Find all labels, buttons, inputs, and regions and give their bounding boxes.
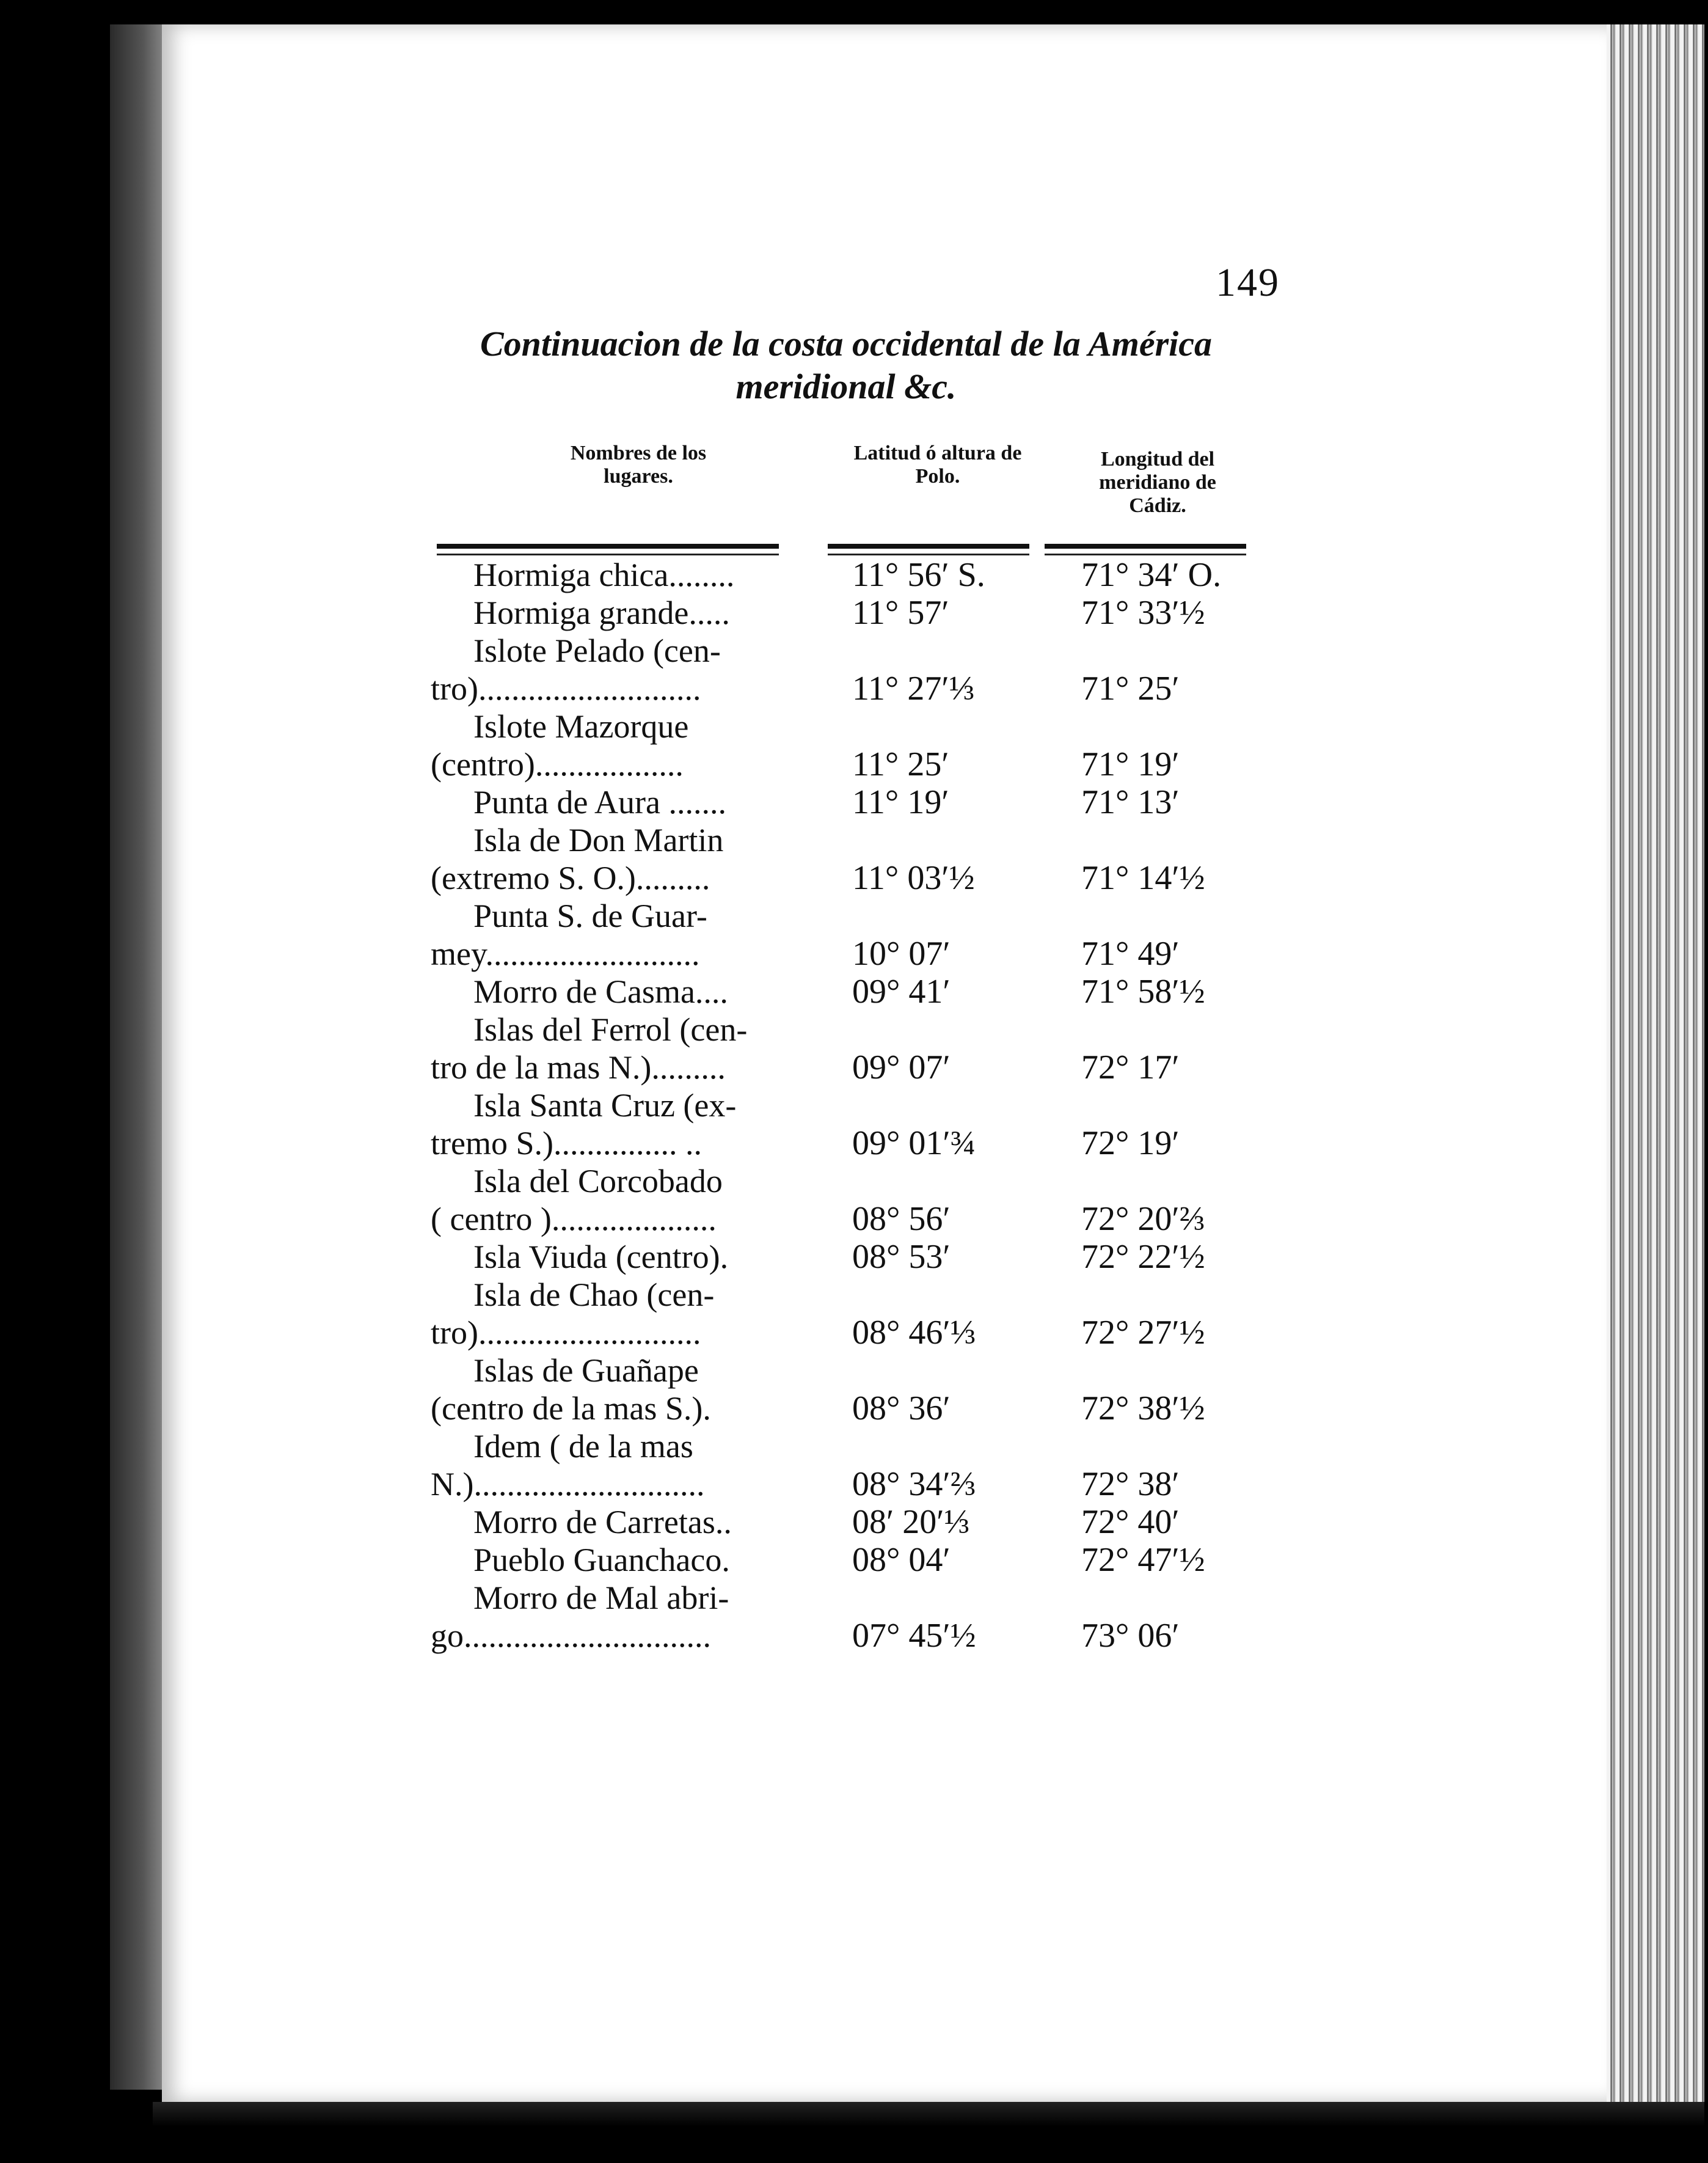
place-name-line: (centro).................. <box>431 746 684 783</box>
latitude-value: 08° 53′ <box>852 1238 951 1276</box>
latitude-value: 09° 41′ <box>852 973 951 1011</box>
header-rule <box>437 554 779 555</box>
longitude-value: 71° 14′½ <box>1081 859 1205 897</box>
longitude-value: 72° 27′½ <box>1081 1314 1205 1352</box>
place-name <box>431 1011 782 1086</box>
place-name-line: Punta de Aura ....... <box>473 784 726 821</box>
place-name <box>431 1086 782 1162</box>
place-name-line: Isla del Corcobado <box>473 1163 723 1199</box>
page-number: 149 <box>1216 260 1280 305</box>
place-name <box>431 708 782 783</box>
latitude-value: 09° 01′¾ <box>852 1124 976 1162</box>
book-page <box>162 24 1610 2102</box>
place-name-line: tro)........................... <box>431 1314 701 1351</box>
place-name <box>431 556 782 594</box>
place-name-line: Islas de Guañape <box>473 1352 699 1389</box>
latitude-value: 08° 04′ <box>852 1541 951 1579</box>
header-rule <box>1045 544 1246 549</box>
place-name <box>431 1238 782 1276</box>
longitude-value: 71° 19′ <box>1081 745 1180 783</box>
place-name <box>431 1162 782 1238</box>
latitude-value: 08° 36′ <box>852 1389 951 1427</box>
latitude-value: 11° 57′ <box>852 594 949 632</box>
place-name-line: Morro de Carretas.. <box>473 1504 732 1540</box>
book-gutter <box>110 24 165 2090</box>
longitude-value: 72° 17′ <box>1081 1049 1180 1086</box>
place-name-line: Isla Viuda (centro). <box>473 1239 729 1275</box>
book-bottom-edge <box>153 2102 1704 2126</box>
place-name <box>431 783 782 821</box>
header-rule <box>437 544 779 549</box>
place-name-line: Morro de Mal abri- <box>473 1579 729 1616</box>
latitude-value: 08′ 20′⅓ <box>852 1503 970 1541</box>
header-rule <box>1045 554 1246 555</box>
place-name <box>431 821 782 897</box>
latitude-value: 11° 56′ S. <box>852 556 985 594</box>
latitude-value: 11° 27′⅓ <box>852 670 975 708</box>
place-name-line: tremo S.)............... .. <box>431 1125 702 1162</box>
place-name <box>431 594 782 632</box>
page-edges <box>1607 24 1704 2102</box>
place-name-line: Pueblo Guanchaco. <box>473 1542 730 1578</box>
latitude-value: 07° 45′½ <box>852 1617 976 1655</box>
latitude-value: 11° 03′½ <box>852 859 975 897</box>
longitude-value: 72° 19′ <box>1081 1124 1180 1162</box>
place-name <box>431 1503 782 1541</box>
latitude-value: 08° 46′⅓ <box>852 1314 976 1352</box>
place-name-line: Isla Santa Cruz (ex- <box>473 1087 737 1124</box>
longitude-value: 72° 47′½ <box>1081 1541 1205 1579</box>
place-name-line: Islas del Ferrol (cen- <box>473 1011 748 1048</box>
longitude-value: 73° 06′ <box>1081 1617 1180 1655</box>
place-name <box>431 1427 782 1503</box>
column-header-latitude: Latitud ó altura de Polo. <box>853 442 1022 488</box>
longitude-value: 72° 20′⅔ <box>1081 1200 1205 1238</box>
place-name-line: Punta S. de Guar- <box>473 898 707 934</box>
longitude-value: 72° 22′½ <box>1081 1238 1205 1276</box>
header-rule <box>828 544 1029 549</box>
latitude-value: 08° 56′ <box>852 1200 951 1238</box>
header-rule <box>828 554 1029 555</box>
place-name-line: Hormiga chica........ <box>473 557 735 593</box>
column-header-longitude: Longitud del meridiano de Cádiz. <box>1099 448 1216 517</box>
place-name-line: ( centro ).................... <box>431 1201 717 1237</box>
latitude-value: 09° 07′ <box>852 1049 951 1086</box>
place-name <box>431 1579 782 1655</box>
place-name-line: Idem ( de la mas <box>473 1428 693 1465</box>
place-name-line: tro)........................... <box>431 670 701 707</box>
longitude-value: 71° 13′ <box>1081 783 1180 821</box>
place-name <box>431 632 782 708</box>
latitude-value: 08° 34′⅔ <box>852 1465 976 1503</box>
place-name-line: tro de la mas N.)......... <box>431 1049 726 1086</box>
place-name <box>431 897 782 973</box>
place-name <box>431 1541 782 1579</box>
longitude-value: 71° 34′ O. <box>1081 556 1222 594</box>
place-name-line: Hormiga grande..... <box>473 595 730 631</box>
place-name-line: Morro de Casma.... <box>473 973 728 1010</box>
place-name-line: Islote Pelado (cen- <box>473 632 721 669</box>
place-name-line: N.)............................ <box>431 1466 705 1502</box>
longitude-value: 71° 25′ <box>1081 670 1180 708</box>
place-name <box>431 973 782 1011</box>
place-name-line: mey.......................... <box>431 935 700 972</box>
longitude-value: 71° 58′½ <box>1081 973 1205 1011</box>
latitude-value: 11° 25′ <box>852 745 949 783</box>
longitude-value: 72° 38′ <box>1081 1465 1180 1503</box>
place-name-line: go.............................. <box>431 1617 711 1654</box>
longitude-value: 71° 49′ <box>1081 935 1180 973</box>
longitude-value: 71° 33′½ <box>1081 594 1205 632</box>
page-title: Continuacion de la costa occidental de la América meridional &c. <box>480 324 1213 406</box>
place-name-line: Isla de Don Martin <box>473 822 724 858</box>
place-name-line: Islote Mazorque <box>473 708 689 745</box>
column-header-name: Nombres de los lugares. <box>570 442 707 488</box>
place-name-line: Isla de Chao (cen- <box>473 1276 715 1313</box>
latitude-value: 11° 19′ <box>852 783 949 821</box>
place-name <box>431 1352 782 1427</box>
place-name <box>431 1276 782 1352</box>
place-name-line: (extremo S. O.)......... <box>431 860 710 896</box>
longitude-value: 72° 38′½ <box>1081 1389 1205 1427</box>
longitude-value: 72° 40′ <box>1081 1503 1180 1541</box>
place-name-line: (centro de la mas S.). <box>431 1390 711 1427</box>
latitude-value: 10° 07′ <box>852 935 951 973</box>
